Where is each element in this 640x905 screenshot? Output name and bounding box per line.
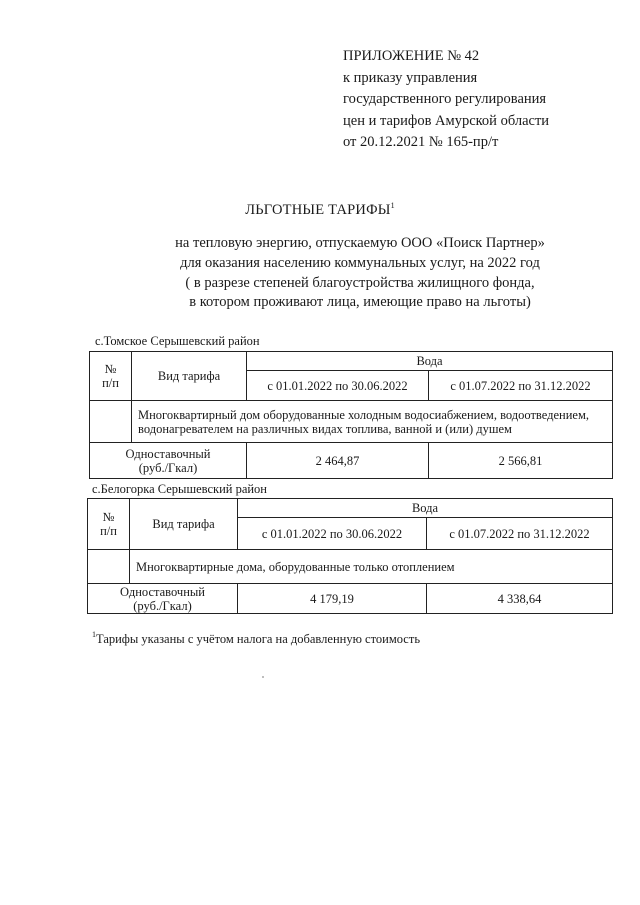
row-number-cell	[90, 401, 132, 443]
footnote-mark: 1	[92, 630, 96, 639]
subtitle-line-2: для оказания населению коммунальных услуг, на 2022 год	[180, 254, 540, 271]
col-header-number: № п/п	[90, 352, 132, 401]
housing-category: Многоквартирный дом оборудованные холодным водосиабжением, водоотведением, водонагревателем на различных видах топлива, ванной и (или) душем	[132, 401, 613, 443]
appendix-authority: государственного регулирования	[343, 91, 547, 107]
col-header-group: Вода	[247, 352, 613, 371]
scan-speck	[262, 676, 264, 678]
appendix-number: ПРИЛОЖЕНИЕ № 42	[343, 48, 480, 64]
document-subtitle	[100, 234, 620, 313]
col-header-number: № п/п	[88, 499, 130, 550]
tariff-table-2	[87, 498, 613, 614]
tariff-value-period-1: 2 464,87	[247, 443, 429, 479]
rate-label: Одноставочный (руб./Гкал)	[90, 443, 247, 479]
subtitle-line-4: в котором проживают лица, имеющие право на льготы)	[189, 294, 531, 311]
tariff-value-period-2: 2 566,81	[429, 443, 613, 479]
col-header-tariff-type: Вид тарифа	[132, 352, 247, 401]
tariff-table-1	[89, 351, 613, 479]
subtitle-line-1: на тепловую энергию, отпускаемую ООО «Поиск Партнер»	[175, 235, 545, 251]
footnote-text: Тарифы указаны с учётом налога на добавленную стоимость	[96, 632, 421, 646]
rate-label: Одноставочный (руб./Гкал)	[88, 584, 238, 614]
title-footnote-ref: 1	[390, 201, 395, 210]
row-number-cell	[88, 550, 130, 584]
housing-category: Многоквартирные дома, оборудованные только отоплением	[130, 550, 613, 584]
col-header-period-1: с 01.01.2022 по 30.06.2022	[238, 518, 427, 550]
location-label-2: с.Белогорка Серышевский район	[92, 482, 267, 496]
tariff-value-period-2: 4 338,64	[427, 584, 613, 614]
appendix-header	[343, 46, 549, 154]
location-label-1: с.Томское Серышевский район	[95, 334, 260, 348]
tariff-value-period-1: 4 179,19	[238, 584, 427, 614]
document-title	[0, 201, 640, 219]
subtitle-line-3: ( в разрезе степеней благоустройства жилищного фонда,	[185, 274, 535, 291]
col-header-period-1: с 01.01.2022 по 30.06.2022	[247, 371, 429, 401]
col-header-tariff-type: Вид тарифа	[130, 499, 238, 550]
appendix-order-ref: к приказу управления	[343, 69, 478, 86]
appendix-authority-2: цен и тарифов Амурской области	[343, 112, 550, 129]
col-header-period-2: с 01.07.2022 по 31.12.2022	[429, 371, 613, 401]
appendix-date: от 20.12.2021 № 165-пр/т	[343, 134, 499, 150]
title-text: ЛЬГОТНЫЕ ТАРИФЫ	[245, 201, 391, 218]
col-header-period-2: с 01.07.2022 по 31.12.2022	[427, 518, 613, 550]
col-header-group: Вода	[238, 499, 613, 518]
